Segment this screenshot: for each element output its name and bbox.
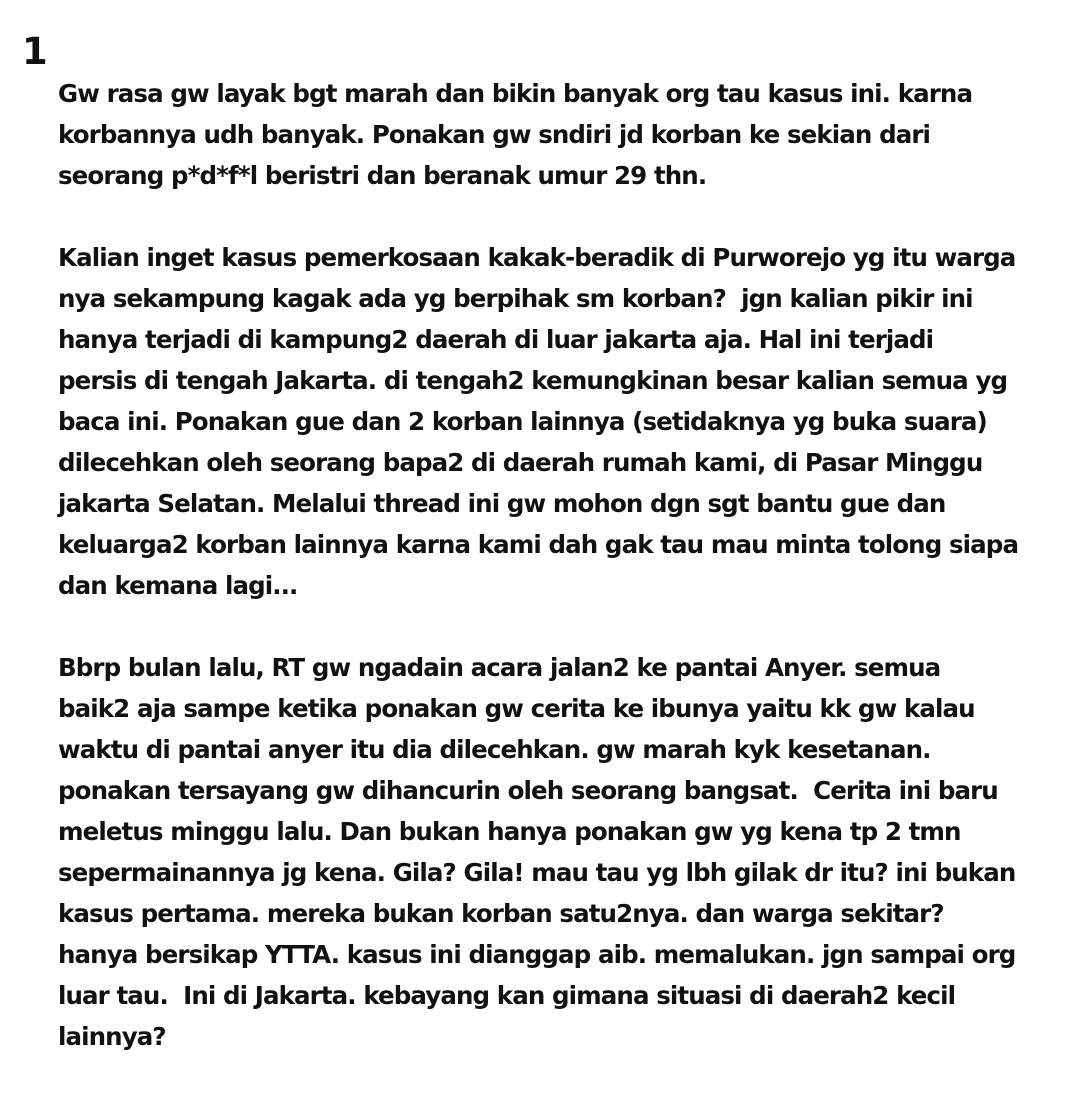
text-line: korbannya udh banyak. Ponakan gw sndiri jd korban ke sekian dari <box>58 120 931 149</box>
text-line: lainnya? <box>58 1022 166 1051</box>
text-line: persis di tengah Jakarta. di tengah2 kemungkinan besar kalian semua yg <box>58 366 1008 395</box>
paragraph-3 <box>58 647 1080 1057</box>
text-line: luar tau. Ini di Jakarta. kebayang kan gimana situasi di daerah2 kecil <box>58 981 956 1010</box>
text-line: hanya bersikap YTTA. kasus ini dianggap aib. memalukan. jgn sampai org <box>58 940 1016 969</box>
document-body <box>58 73 1080 1098</box>
text-line: sepermainannya jg kena. Gila? Gila! mau tau yg lbh gilak dr itu? ini bukan <box>58 858 1016 887</box>
text-line: hanya terjadi di kampung2 daerah di luar jakarta aja. Hal ini terjadi <box>58 325 934 354</box>
text-line: kasus pertama. mereka bukan korban satu2nya. dan warga sekitar? <box>58 899 944 928</box>
text-line: meletus minggu lalu. Dan bukan hanya ponakan gw yg kena tp 2 tmn <box>58 817 961 846</box>
text-line: ponakan tersayang gw dihancurin oleh seorang bangsat. Cerita ini baru <box>58 776 998 805</box>
text-line: jakarta Selatan. Melalui thread ini gw mohon dgn sgt bantu gue dan <box>58 489 946 518</box>
text-line: dilecehkan oleh seorang bapa2 di daerah rumah kami, di Pasar Minggu <box>58 448 983 477</box>
text-line: Bbrp bulan lalu, RT gw ngadain acara jalan2 ke pantai Anyer. semua <box>58 653 941 682</box>
text-line: baca ini. Ponakan gue dan 2 korban lainnya (setidaknya yg buka suara) <box>58 407 987 436</box>
paragraph-2 <box>58 237 1080 606</box>
text-line: nya sekampung kagak ada yg berpihak sm korban? jgn kalian pikir ini <box>58 284 973 313</box>
text-line: seorang p*d*f*l beristri dan beranak umur 29 thn. <box>58 161 707 190</box>
text-line: baik2 aja sampe ketika ponakan gw cerita ke ibunya yaitu kk gw kalau <box>58 694 975 723</box>
text-line: keluarga2 korban lainnya karna kami dah gak tau mau minta tolong siapa <box>58 530 1019 559</box>
text-line: Gw rasa gw layak bgt marah dan bikin banyak org tau kasus ini. karna <box>58 79 973 108</box>
text-line: waktu di pantai anyer itu dia dilecehkan. gw marah kyk kesetanan. <box>58 735 931 764</box>
paragraph-1 <box>58 73 1080 196</box>
text-line: Kalian inget kasus pemerkosaan kakak-beradik di Purworejo yg itu warga <box>58 243 1016 272</box>
text-line: dan kemana lagi... <box>58 571 298 600</box>
page-number: 1 <box>22 30 48 73</box>
